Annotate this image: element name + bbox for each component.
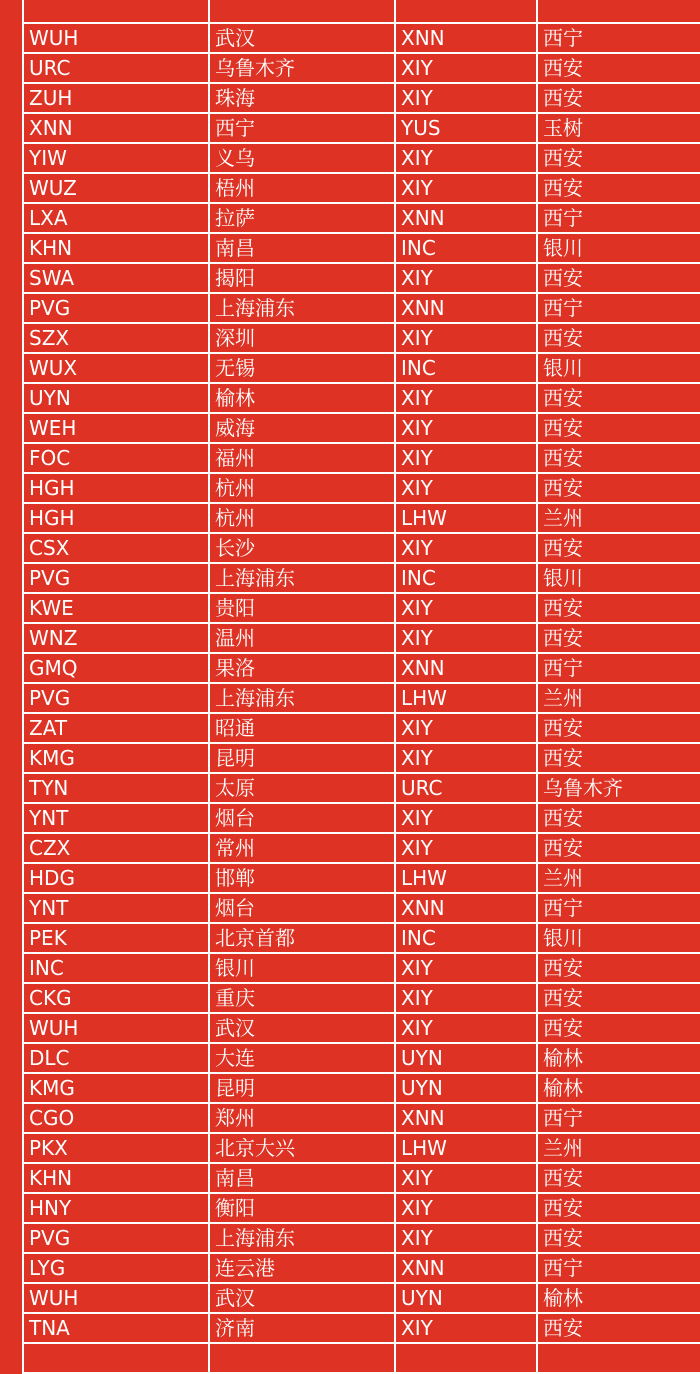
destination-city-cell: 西宁: [537, 1253, 700, 1283]
origin-code-cell: PVG: [23, 683, 209, 713]
destination-city-cell: 西安: [537, 533, 700, 563]
origin-code-cell: TNA: [23, 1313, 209, 1343]
destination-code-cell: XIY: [395, 623, 537, 653]
routes-table: [22, 0, 700, 1374]
destination-code-cell: INC: [395, 233, 537, 263]
table-row: [23, 833, 700, 863]
origin-city-cell: 深圳: [209, 323, 395, 353]
table-row: [23, 83, 700, 113]
origin-code-cell: LXA: [23, 203, 209, 233]
origin-code-cell: GMQ: [23, 653, 209, 683]
origin-code-cell: PVG: [23, 293, 209, 323]
origin-code-cell: WUH: [23, 1283, 209, 1313]
destination-code-cell: LHW: [395, 863, 537, 893]
origin-city-cell: 上海浦东: [209, 293, 395, 323]
origin-city-cell: 连云港: [209, 1253, 395, 1283]
origin-city-cell: 果洛: [209, 653, 395, 683]
destination-code-cell: XIY: [395, 743, 537, 773]
table-row: [23, 383, 700, 413]
destination-city-cell: 银川: [537, 563, 700, 593]
destination-city-cell: 西安: [537, 833, 700, 863]
table-row: [23, 503, 700, 533]
table-row: [23, 923, 700, 953]
destination-city-cell: 西安: [537, 1313, 700, 1343]
destination-code-cell: XIY: [395, 413, 537, 443]
table-row: [23, 323, 700, 353]
table-row: [23, 683, 700, 713]
origin-city-cell: 北京首都: [209, 923, 395, 953]
origin-code-cell: WNZ: [23, 623, 209, 653]
destination-city-cell: 西安: [537, 743, 700, 773]
origin-city-cell: 上海浦东: [209, 563, 395, 593]
table-row: [23, 173, 700, 203]
routes-table-body: [23, 0, 700, 1373]
table-row: [23, 623, 700, 653]
table-row: [23, 443, 700, 473]
destination-code-cell: XIY: [395, 263, 537, 293]
table-row: [23, 1103, 700, 1133]
origin-city-cell: 济南: [209, 1313, 395, 1343]
table-row: [23, 113, 700, 143]
origin-city-cell: [209, 1343, 395, 1373]
origin-city-cell: 武汉: [209, 1013, 395, 1043]
destination-city-cell: 西安: [537, 623, 700, 653]
table-row: [23, 293, 700, 323]
routes-table-container: [22, 0, 700, 1374]
destination-code-cell: [395, 0, 537, 23]
table-row: [23, 413, 700, 443]
origin-code-cell: YNT: [23, 893, 209, 923]
origin-code-cell: ZUH: [23, 83, 209, 113]
origin-code-cell: WUH: [23, 23, 209, 53]
destination-code-cell: XIY: [395, 713, 537, 743]
table-row: [23, 1313, 700, 1343]
origin-city-cell: 重庆: [209, 983, 395, 1013]
origin-city-cell: [209, 0, 395, 23]
origin-city-cell: 贵阳: [209, 593, 395, 623]
origin-code-cell: [23, 1343, 209, 1373]
destination-city-cell: 西安: [537, 713, 700, 743]
destination-code-cell: XNN: [395, 893, 537, 923]
destination-code-cell: XIY: [395, 953, 537, 983]
table-row: [23, 1193, 700, 1223]
destination-code-cell: XIY: [395, 533, 537, 563]
destination-code-cell: XIY: [395, 803, 537, 833]
table-row: [23, 1043, 700, 1073]
destination-code-cell: XIY: [395, 983, 537, 1013]
destination-code-cell: URC: [395, 773, 537, 803]
origin-code-cell: KHN: [23, 1163, 209, 1193]
destination-city-cell: 西安: [537, 263, 700, 293]
origin-city-cell: 揭阳: [209, 263, 395, 293]
origin-code-cell: KMG: [23, 1073, 209, 1103]
origin-city-cell: 郑州: [209, 1103, 395, 1133]
destination-code-cell: XIY: [395, 443, 537, 473]
destination-city-cell: 西安: [537, 593, 700, 623]
destination-code-cell: XNN: [395, 1103, 537, 1133]
origin-code-cell: FOC: [23, 443, 209, 473]
table-row: [23, 353, 700, 383]
destination-city-cell: 西宁: [537, 23, 700, 53]
table-row: [23, 203, 700, 233]
table-row: [23, 1223, 700, 1253]
table-row: [23, 713, 700, 743]
destination-code-cell: UYN: [395, 1283, 537, 1313]
destination-code-cell: LHW: [395, 683, 537, 713]
origin-city-cell: 西宁: [209, 113, 395, 143]
origin-code-cell: WUH: [23, 1013, 209, 1043]
destination-city-cell: 西安: [537, 413, 700, 443]
destination-city-cell: 兰州: [537, 863, 700, 893]
table-row: [23, 803, 700, 833]
destination-city-cell: 西安: [537, 983, 700, 1013]
destination-city-cell: 西安: [537, 143, 700, 173]
destination-code-cell: INC: [395, 563, 537, 593]
destination-city-cell: 榆林: [537, 1073, 700, 1103]
destination-code-cell: XIY: [395, 323, 537, 353]
origin-city-cell: 银川: [209, 953, 395, 983]
destination-code-cell: LHW: [395, 503, 537, 533]
destination-city-cell: 西宁: [537, 203, 700, 233]
origin-city-cell: 珠海: [209, 83, 395, 113]
destination-code-cell: XNN: [395, 653, 537, 683]
origin-code-cell: WUZ: [23, 173, 209, 203]
origin-city-cell: 昆明: [209, 1073, 395, 1103]
origin-city-cell: 北京大兴: [209, 1133, 395, 1163]
destination-code-cell: XIY: [395, 1163, 537, 1193]
table-row: [23, 953, 700, 983]
origin-city-cell: 威海: [209, 413, 395, 443]
table-row: [23, 53, 700, 83]
destination-city-cell: [537, 0, 700, 23]
origin-city-cell: 衡阳: [209, 1193, 395, 1223]
destination-city-cell: 兰州: [537, 503, 700, 533]
table-row: [23, 593, 700, 623]
table-row: [23, 773, 700, 803]
origin-code-cell: CGO: [23, 1103, 209, 1133]
table-row: [23, 1253, 700, 1283]
destination-code-cell: XIY: [395, 143, 537, 173]
destination-code-cell: XNN: [395, 203, 537, 233]
origin-code-cell: WUX: [23, 353, 209, 383]
destination-city-cell: 乌鲁木齐: [537, 773, 700, 803]
origin-code-cell: CKG: [23, 983, 209, 1013]
origin-code-cell: DLC: [23, 1043, 209, 1073]
destination-code-cell: YUS: [395, 113, 537, 143]
destination-city-cell: 西安: [537, 323, 700, 353]
origin-city-cell: 南昌: [209, 233, 395, 263]
origin-city-cell: 榆林: [209, 383, 395, 413]
table-row: [23, 863, 700, 893]
destination-city-cell: 西安: [537, 53, 700, 83]
origin-code-cell: HDG: [23, 863, 209, 893]
origin-city-cell: 温州: [209, 623, 395, 653]
origin-code-cell: URC: [23, 53, 209, 83]
table-row: [23, 983, 700, 1013]
destination-city-cell: 西安: [537, 83, 700, 113]
origin-code-cell: HNY: [23, 1193, 209, 1223]
table-row: [23, 1073, 700, 1103]
origin-code-cell: PKX: [23, 1133, 209, 1163]
destination-code-cell: XIY: [395, 83, 537, 113]
table-row: [23, 1133, 700, 1163]
origin-code-cell: UYN: [23, 383, 209, 413]
origin-city-cell: 大连: [209, 1043, 395, 1073]
destination-code-cell: INC: [395, 923, 537, 953]
destination-city-cell: 西宁: [537, 653, 700, 683]
destination-code-cell: XNN: [395, 293, 537, 323]
destination-city-cell: 西安: [537, 173, 700, 203]
destination-code-cell: LHW: [395, 1133, 537, 1163]
origin-city-cell: 上海浦东: [209, 683, 395, 713]
destination-code-cell: XIY: [395, 1193, 537, 1223]
destination-city-cell: [537, 1343, 700, 1373]
origin-code-cell: PVG: [23, 563, 209, 593]
origin-code-cell: PVG: [23, 1223, 209, 1253]
origin-code-cell: TYN: [23, 773, 209, 803]
origin-code-cell: HGH: [23, 503, 209, 533]
destination-city-cell: 西安: [537, 383, 700, 413]
destination-code-cell: INC: [395, 353, 537, 383]
destination-code-cell: XIY: [395, 53, 537, 83]
table-row: [23, 533, 700, 563]
table-row: [23, 263, 700, 293]
destination-code-cell: XIY: [395, 473, 537, 503]
destination-city-cell: 西安: [537, 443, 700, 473]
origin-code-cell: SWA: [23, 263, 209, 293]
table-row: [23, 0, 700, 23]
table-row: [23, 653, 700, 683]
destination-code-cell: XIY: [395, 833, 537, 863]
origin-city-cell: 烟台: [209, 803, 395, 833]
destination-code-cell: UYN: [395, 1043, 537, 1073]
table-row: [23, 743, 700, 773]
table-row: [23, 893, 700, 923]
table-row: [23, 1283, 700, 1313]
origin-city-cell: 昭通: [209, 713, 395, 743]
destination-code-cell: XIY: [395, 1013, 537, 1043]
table-row: [23, 23, 700, 53]
origin-code-cell: HGH: [23, 473, 209, 503]
destination-city-cell: 西安: [537, 1223, 700, 1253]
destination-city-cell: 西安: [537, 1013, 700, 1043]
table-row: [23, 1163, 700, 1193]
origin-city-cell: 烟台: [209, 893, 395, 923]
destination-city-cell: 兰州: [537, 683, 700, 713]
destination-city-cell: 西安: [537, 803, 700, 833]
origin-city-cell: 长沙: [209, 533, 395, 563]
origin-code-cell: YNT: [23, 803, 209, 833]
origin-city-cell: 义乌: [209, 143, 395, 173]
table-row: [23, 473, 700, 503]
destination-code-cell: XIY: [395, 1223, 537, 1253]
origin-code-cell: XNN: [23, 113, 209, 143]
destination-city-cell: 西安: [537, 473, 700, 503]
destination-city-cell: 榆林: [537, 1283, 700, 1313]
destination-code-cell: [395, 1343, 537, 1373]
destination-city-cell: 西宁: [537, 1103, 700, 1133]
destination-code-cell: XIY: [395, 173, 537, 203]
origin-code-cell: YIW: [23, 143, 209, 173]
destination-city-cell: 兰州: [537, 1133, 700, 1163]
table-row: [23, 233, 700, 263]
origin-city-cell: 杭州: [209, 503, 395, 533]
origin-code-cell: KHN: [23, 233, 209, 263]
destination-code-cell: UYN: [395, 1073, 537, 1103]
origin-code-cell: ZAT: [23, 713, 209, 743]
destination-code-cell: XNN: [395, 23, 537, 53]
origin-city-cell: 邯郸: [209, 863, 395, 893]
origin-code-cell: LYG: [23, 1253, 209, 1283]
origin-city-cell: 杭州: [209, 473, 395, 503]
origin-city-cell: 上海浦东: [209, 1223, 395, 1253]
table-row: [23, 1343, 700, 1373]
destination-city-cell: 银川: [537, 923, 700, 953]
destination-city-cell: 西安: [537, 953, 700, 983]
destination-city-cell: 西安: [537, 1193, 700, 1223]
origin-city-cell: 武汉: [209, 1283, 395, 1313]
table-row: [23, 143, 700, 173]
origin-city-cell: 梧州: [209, 173, 395, 203]
origin-city-cell: 武汉: [209, 23, 395, 53]
destination-city-cell: 银川: [537, 233, 700, 263]
origin-city-cell: 昆明: [209, 743, 395, 773]
origin-city-cell: 无锡: [209, 353, 395, 383]
origin-city-cell: 拉萨: [209, 203, 395, 233]
origin-city-cell: 太原: [209, 773, 395, 803]
origin-code-cell: KWE: [23, 593, 209, 623]
origin-code-cell: CSX: [23, 533, 209, 563]
origin-code-cell: PEK: [23, 923, 209, 953]
origin-city-cell: 南昌: [209, 1163, 395, 1193]
origin-code-cell: WEH: [23, 413, 209, 443]
origin-city-cell: 常州: [209, 833, 395, 863]
destination-code-cell: XIY: [395, 1313, 537, 1343]
origin-city-cell: 乌鲁木齐: [209, 53, 395, 83]
destination-city-cell: 榆林: [537, 1043, 700, 1073]
destination-city-cell: 玉树: [537, 113, 700, 143]
destination-city-cell: 西宁: [537, 893, 700, 923]
destination-city-cell: 西宁: [537, 293, 700, 323]
origin-code-cell: INC: [23, 953, 209, 983]
origin-code-cell: [23, 0, 209, 23]
origin-code-cell: CZX: [23, 833, 209, 863]
destination-city-cell: 西安: [537, 1163, 700, 1193]
origin-code-cell: KMG: [23, 743, 209, 773]
destination-city-cell: 银川: [537, 353, 700, 383]
origin-code-cell: SZX: [23, 323, 209, 353]
destination-code-cell: XNN: [395, 1253, 537, 1283]
table-row: [23, 563, 700, 593]
destination-code-cell: XIY: [395, 593, 537, 623]
destination-code-cell: XIY: [395, 383, 537, 413]
origin-city-cell: 福州: [209, 443, 395, 473]
table-row: [23, 1013, 700, 1043]
